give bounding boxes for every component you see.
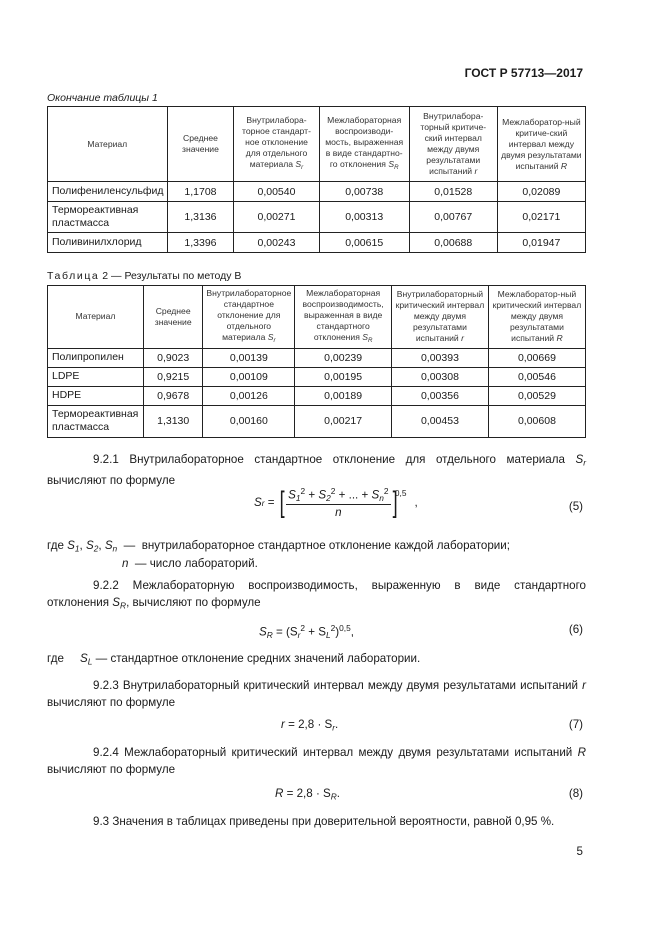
table2: [47, 285, 586, 438]
table2-header-row: [48, 286, 586, 349]
formula-8-number: (8): [568, 787, 583, 800]
table-row: HDPE 0,9678 0,00126 0,00189 0,00356 0,00529: [48, 386, 586, 405]
table1: [47, 106, 586, 253]
table-row: Полифениленсульфид 1,1708 0,00540 0,00738 0,01528 0,02089: [48, 182, 586, 202]
t2-col-material: Материал: [48, 286, 144, 349]
t2-col-R: Межлаборатор-ный критический интервал между двумя результатами испытаний R: [488, 286, 585, 349]
table1-caption: Окончание таблицы 1: [47, 92, 158, 104]
table-row: Полипропилен 0,9023 0,00139 0,00239 0,00393 0,00669: [48, 348, 586, 367]
t1-col-sr: Внутрилабора-торное стандарт-ное отклонение для отдельного материала $S_r$: [234, 107, 319, 182]
standard-header: ГОСТ Р 57713—2017: [464, 66, 583, 80]
table-row: Термореактивная пластмасса 1,3136 0,00271 0,00313 0,00767 0,02171: [48, 202, 586, 233]
paragraph-9-2-2: 9.2.2 Межлабораторную воспроизводимость, выраженную в виде стандартного отклонения $S_R$, вычисляют по формуле: [47, 579, 586, 611]
t1-col-material: Материал: [48, 107, 168, 182]
t1-col-r: Внутрилабора-торный критиче-ский интервал между двумя результатами испытаний r: [409, 107, 497, 182]
t2-col-r: Внутрилабораторный критический интервал между двумя результатами испытаний r: [392, 286, 489, 349]
t1-col-R: Межлаборатор-ный критиче-ский интервал между двумя результатами испытаний R: [497, 107, 585, 182]
formula-7-number: (7): [568, 718, 583, 731]
table1-header-row: [48, 107, 586, 182]
formula-5-number: (5): [568, 500, 583, 513]
paragraph-9-2-1: 9.2.1 Внутрилабораторное стандартное отклонение для отдельного материала $S_r$ вычисляют по формуле: [47, 453, 586, 487]
t1-col-mean: Среднее значение: [167, 107, 234, 182]
formula-6-number: (6): [568, 623, 583, 636]
paragraph-9-3: 9.3 Значения в таблицах приведены при доверительной вероятности, равной 0,95 %.: [93, 815, 555, 828]
table-row: Термореактивная пластмасса 1,3130 0,00160 0,00217 0,00453 0,00608: [48, 405, 586, 437]
paragraph-9-2-3: 9.2.3 Внутрилабораторный критический интервал между двумя результатами испытаний r вычисляют по формуле: [47, 679, 586, 709]
page-number: 5: [576, 845, 583, 858]
where-1: где $S_1$, $S_2$, $S_n$ — внутрилабораторное стандартное отклонение каждой лаборатории;: [47, 539, 510, 554]
t2-col-sR: Межлабораторная воспроизводимость, выраженная в виде стандартного отклонения $S_R$: [295, 286, 392, 349]
table-row: LDPE 0,9215 0,00109 0,00195 0,00308 0,00546: [48, 367, 586, 386]
t2-col-mean: Среднее значение: [143, 286, 202, 349]
table-row: Поливинилхлорид 1,3396 0,00243 0,00615 0,00688 0,01947: [48, 233, 586, 253]
t2-col-sr: Внутрилабораторное стандартное отклонение для отдельного материала $S_r$: [203, 286, 295, 349]
t1-col-sR: Межлабораторная воспроизводи-мость, выраженная в виде стандартно-го отклонения $S_R$: [319, 107, 409, 182]
table2-caption: Таблица 2 — Результаты по методу В: [47, 270, 242, 282]
paragraph-9-2-4: 9.2.4 Межлабораторный критический интервал между двумя результатами испытаний R вычисляют по формуле: [47, 746, 586, 776]
where-2: где $S_L$ — стандартное отклонение средних значений лаборатории.: [47, 652, 421, 667]
where-1b: n — число лабораторий.: [122, 557, 258, 570]
